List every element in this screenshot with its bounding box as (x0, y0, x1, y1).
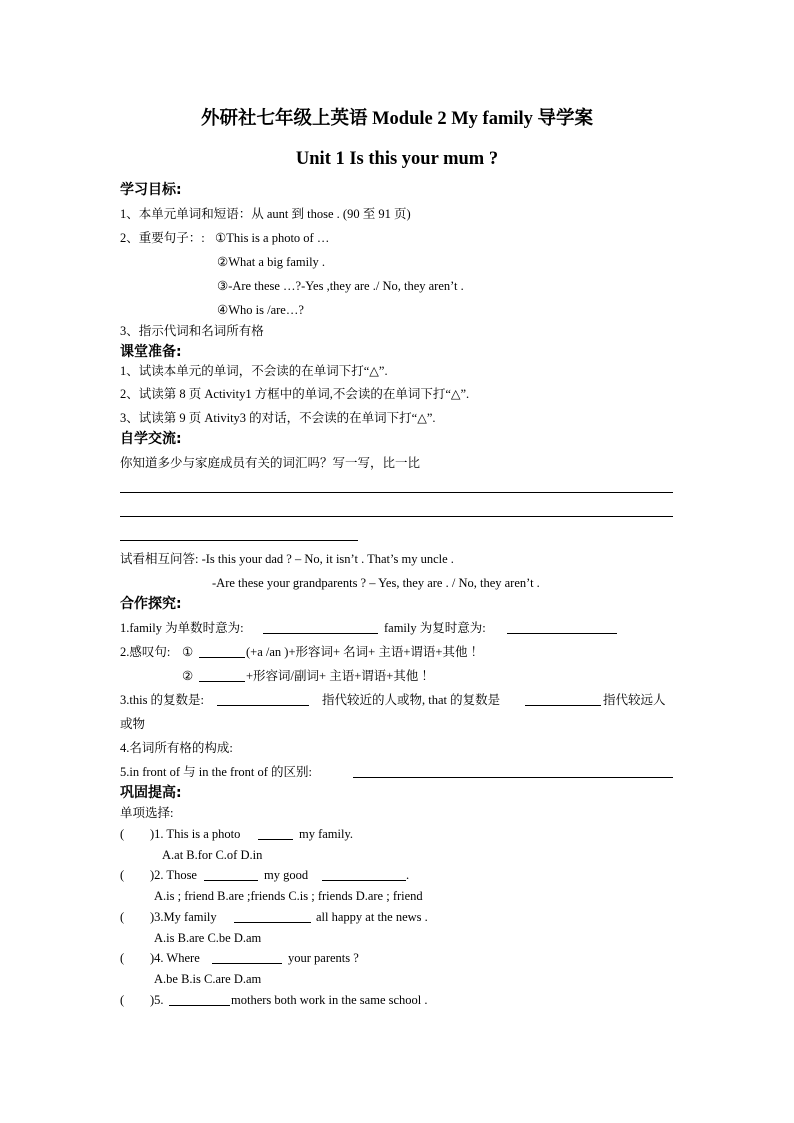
explore-q1-b: family 为复时意为: (384, 621, 486, 635)
mc-options-3: A.is B.are C.be D.am (154, 931, 262, 945)
blank-mc-2-a[interactable] (204, 880, 258, 881)
blank-q2-b[interactable] (199, 681, 245, 682)
goal-item-1: 1、本单元单词和短语：从 aunt 到 those . (90 至 91 页) (120, 207, 411, 221)
explore-q3-c: 指代较远人 (603, 693, 666, 707)
blank-mc-4[interactable] (212, 963, 282, 964)
blank-mc-2-b[interactable] (322, 880, 406, 881)
explore-heading: 合作探究: (120, 596, 182, 612)
prep-item-3: 3、试读第 9 页 Ativity3 的对话，不会读的在单词下打“△”. (120, 411, 436, 425)
blank-q3-a[interactable] (217, 705, 309, 706)
answer-paren-5[interactable]: ( (120, 993, 125, 1007)
mc-question-2-end: . (406, 868, 410, 882)
blank-q2-a[interactable] (199, 657, 245, 658)
prep-item-2: 2、试读第 8 页 Activity1 方框中的单词,不会读的在单词下打“△”. (120, 387, 470, 401)
mc-question-5-end: mothers both work in the same school . (231, 993, 428, 1007)
key-sentence-2: ②What a big family . (217, 255, 326, 269)
answer-line-3[interactable] (120, 540, 358, 541)
practice-dialogue-1: 试看相互问答: -Is this your dad ? – No, it isn’t . That’s my uncle . (120, 552, 454, 566)
blank-mc-1[interactable] (258, 839, 293, 840)
mc-question-3-end: all happy at the news . (316, 910, 428, 924)
prep-item-1: 1、试读本单元的单词，不会读的在单词下打“△”. (120, 364, 388, 378)
mc-question-4: )4. Where (150, 951, 200, 965)
exchange-prompt: 你知道多少与家庭成员有关的词汇吗？写一写，比一比 (120, 456, 421, 470)
blank-q1-b[interactable] (507, 633, 617, 634)
key-sentence-4: ④Who is /are…? (217, 303, 304, 317)
explore-q4: 4.名词所有格的构成: (120, 741, 233, 755)
mc-question-4-end: your parents ? (288, 951, 359, 965)
goals-heading: 学习目标: (120, 182, 182, 198)
goal-item-3: 3、指示代词和名词所有格 (120, 324, 264, 338)
explore-q2-b-num: ② (182, 669, 194, 683)
answer-paren-1[interactable]: ( (120, 827, 125, 841)
exchange-heading: 自学交流: (120, 431, 182, 447)
explore-q2-b-rest: +形容词/副词+ 主语+谓语+其他 ！ (246, 669, 434, 683)
mc-options-1: A.at B.for C.of D.in (162, 848, 263, 862)
answer-line-1[interactable] (120, 492, 673, 493)
prep-heading: 课堂准备: (120, 344, 182, 360)
blank-q1-a[interactable] (263, 633, 378, 634)
explore-q5: 5.in front of 与 in the front of 的区别: (120, 765, 312, 779)
goal-item-2-prefix: 2、重要句子：: (120, 231, 205, 245)
page-title: 外研社七年级上英语 Module 2 My family 导学案 (200, 109, 594, 129)
explore-q3-b: 指代较近的人或物, that 的复数是 (322, 693, 501, 707)
key-sentence-1: ①This is a photo of … (215, 231, 330, 245)
mc-question-3: )3.My family (150, 910, 217, 924)
practice-dialogue-2: -Are these your grandparents ? – Yes, they are . / No, they aren’t . (212, 576, 540, 590)
explore-q3-d: 或物 (120, 717, 146, 731)
mc-options-2: A.is ; friend B.are ;friends C.is ; friends D.are ; friend (154, 889, 423, 903)
consolidate-subheading: 单项选择: (120, 806, 174, 820)
unit-subtitle: Unit 1 Is this your mum ? (295, 149, 499, 169)
blank-q5[interactable] (353, 777, 673, 778)
explore-q3-a: 3.this 的复数是: (120, 693, 205, 707)
key-sentence-3: ③-Are these …?-Yes ,they are ./ No, they aren’t . (217, 279, 464, 293)
answer-paren-2[interactable]: ( (120, 868, 125, 882)
mc-question-5: )5. (150, 993, 164, 1007)
mc-question-2: )2. Those (150, 868, 197, 882)
explore-q2-label: 2.感叹句: (120, 645, 171, 659)
blank-mc-3[interactable] (234, 922, 311, 923)
answer-paren-4[interactable]: ( (120, 951, 125, 965)
explore-q2-a-num: ① (182, 645, 194, 659)
mc-options-4: A.be B.is C.are D.am (154, 972, 262, 986)
mc-question-1: )1. This is a photo (150, 827, 241, 841)
blank-q3-b[interactable] (525, 705, 601, 706)
consolidate-heading: 巩固提高: (120, 785, 182, 801)
answer-paren-3[interactable]: ( (120, 910, 125, 924)
answer-line-2[interactable] (120, 516, 673, 517)
mc-question-1-end: my family. (299, 827, 354, 841)
mc-question-2-mid: my good (264, 868, 309, 882)
explore-q2-a-rest: (+a /an )+形容词+ 名词+ 主语+谓语+其他 ！ (246, 645, 484, 659)
blank-mc-5[interactable] (169, 1005, 230, 1006)
explore-q1-a: 1.family 为单数时意为: (120, 621, 244, 635)
